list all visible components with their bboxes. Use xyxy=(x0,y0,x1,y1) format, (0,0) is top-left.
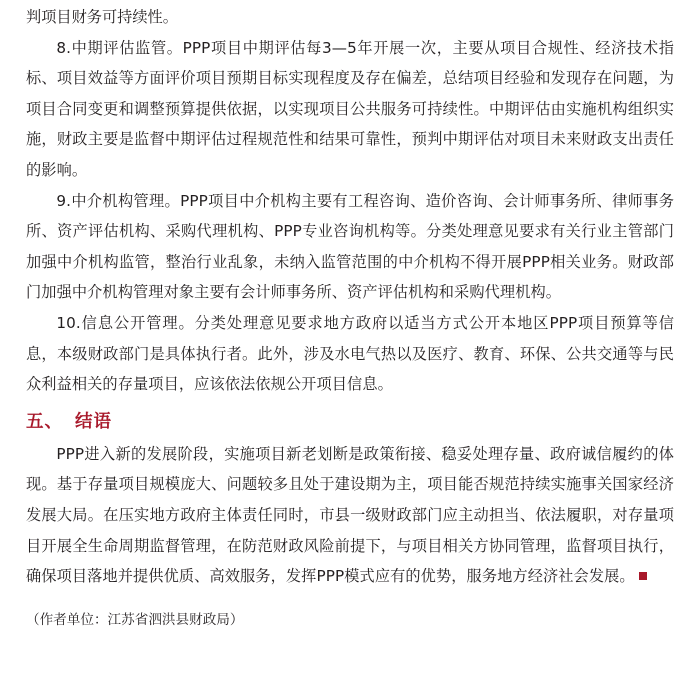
conclusion-paragraph xyxy=(26,439,674,592)
end-of-article-marker xyxy=(639,572,647,580)
paragraph-10: 10.信息公开管理。分类处理意见要求地方政府以适当方式公开本地区PPP项目预算等信息，本级财政部门是具体执行者。此外，涉及水电气热以及医疗、教育、环保、公共交通等与民众利益相关的存量项目，应该依法依规公开项目信息。 xyxy=(26,313,674,394)
section-title-text: 结语 xyxy=(75,411,112,432)
conclusion-text: PPP进入新的发展阶段，实施项目新老划断是政策衔接、稳妥处理存量、政府诚信履约的体现。基于存量项目规模庞大、问题较多且处于建设期为主，项目能否规范持续实施事关国家经济发展大局。在压实地方政府主体责任同时，市县一级财政部门应主动担当、依法履职，对存量项目开展全生命周期监督管理，在防范财政风险前提下，与项目相关方协同管理，监督项目执行，确保项目落地并提供优质、高效服务，发挥PPP模式应有的优势，服务地方经济社会发展。 xyxy=(26,444,674,586)
section-number: 五、 xyxy=(26,411,63,432)
author-affiliation: （作者单位：江苏省泗洪县财政局） xyxy=(26,611,244,628)
section-heading xyxy=(26,407,674,437)
paragraph-8: 8.中期评估监管。PPP项目中期评估每3—5年开展一次，主要从项目合规性、经济技术指标、项目效益等方面评价项目预期目标实现程度及存在偏差，总结项目经验和发现存在问题，为项目合同变更和调整预算提供依据，以实现项目公共服务可持续性。中期评估由实施机构组织实施，财政主要是监督中期评估过程规范性和结果可靠性，预判中期评估对项目未来财政支出责任的影响。 xyxy=(26,38,674,179)
paragraph-9: 9.中介机构管理。PPP项目中介机构主要有工程咨询、造价咨询、会计师事务所、律师事务所、资产评估机构、采购代理机构、PPP专业咨询机构等。分类处理意见要求有关行业主管部门加强中介机构监管，整治行业乱象，未纳入监管范围的中介机构不得开展PPP相关业务。财政部门加强中介机构管理对象主要有会计师事务所、资产评估机构和采购代理机构。 xyxy=(26,191,674,302)
continued-text-fragment: 判项目财务可持续性。 xyxy=(26,8,178,26)
